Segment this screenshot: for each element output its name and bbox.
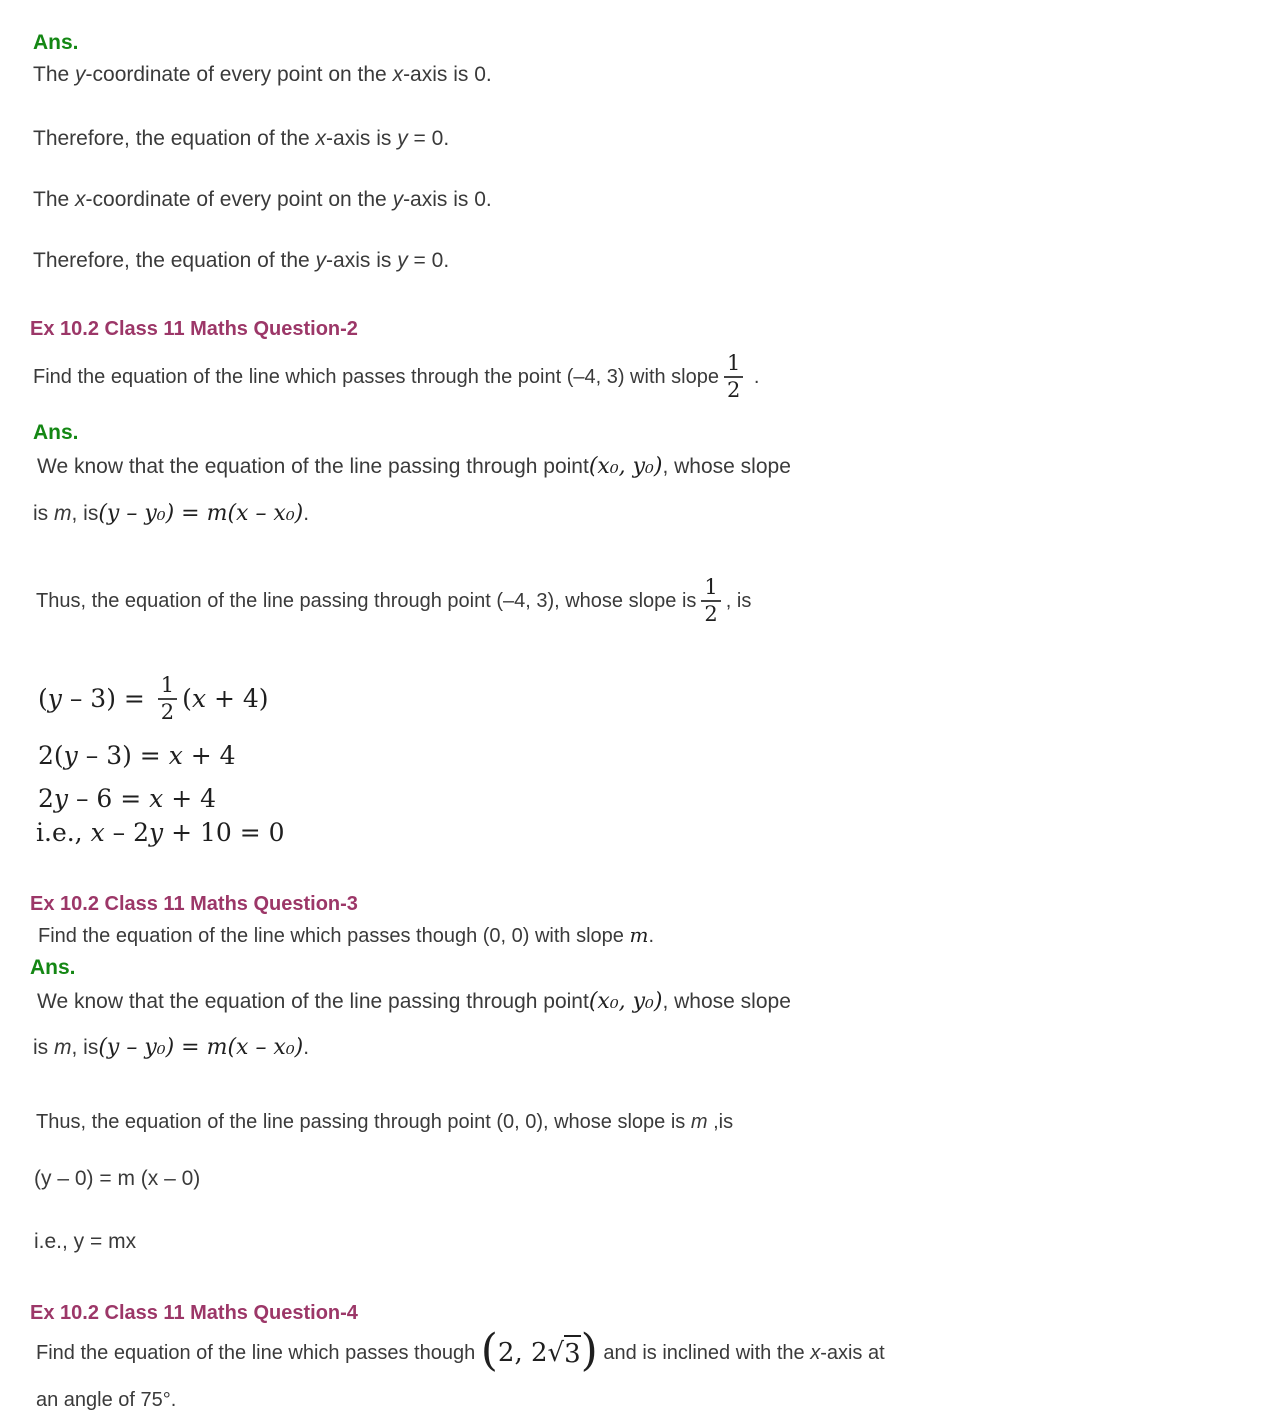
text: . [648, 925, 655, 947]
text: 2, 2 [497, 1337, 548, 1368]
fraction-one-half [724, 352, 743, 402]
text: 2( [38, 741, 64, 770]
text: ( [38, 684, 48, 714]
q2-thus-line [36, 570, 751, 632]
var-y: y [149, 818, 164, 847]
text: The [33, 188, 76, 211]
var-y: y [63, 741, 78, 770]
q4-question-line-2: an angle of 75°. [36, 1389, 177, 1411]
fraction-numerator: 1 [158, 674, 177, 700]
math-point-x0-y0: (x₀, y₀) [588, 454, 663, 479]
q3-heading: Ex 10.2 Class 11 Maths Question-3 [30, 893, 358, 915]
text: = 0. [407, 127, 450, 150]
var-x: x [168, 741, 183, 770]
q1-paragraph-1 [33, 62, 492, 88]
fraction-one-half [158, 674, 177, 724]
var-y: y [53, 784, 69, 813]
q2-question-line [33, 346, 760, 408]
text: + 4 [163, 784, 217, 813]
text: + 4) [206, 684, 269, 714]
answer-label-q3: Ans. [30, 956, 76, 979]
q2-equation-4 [36, 817, 285, 848]
text: Therefore, the equation of the [33, 127, 316, 150]
text: . [748, 365, 760, 388]
big-paren-close: ) [580, 1325, 598, 1376]
text: Find the equation of the line which passes though (0, 0) with slope [38, 925, 630, 947]
fraction-denominator: 2 [704, 602, 718, 626]
text: Find the equation of the line which passes though [36, 1341, 481, 1364]
text: + 4 [182, 741, 236, 770]
fraction-numerator: 1 [701, 576, 720, 602]
text: Therefore, the equation of the [33, 249, 316, 272]
text: We know that the equation of the line passing through point [37, 990, 589, 1013]
text: Find the equation of the line which passes through the point (–4, 3) with slope [33, 365, 719, 388]
text: 2 [38, 784, 54, 813]
q4-heading: Ex 10.2 Class 11 Maths Question-4 [30, 1302, 358, 1324]
sqrt-sign: √ [547, 1337, 565, 1368]
text: -axis is 0. [403, 188, 492, 211]
text: = 0. [407, 249, 450, 272]
var-m: m [54, 502, 72, 525]
q3-know-line-1 [37, 988, 791, 1016]
answer-label-q1: Ans. [33, 31, 79, 54]
text: The [33, 63, 76, 86]
text: -coordinate of every point on the [85, 63, 393, 86]
text: Thus, the equation of the line passing through point (0, 0), whose slope is [36, 1111, 691, 1133]
fraction-one-half [701, 576, 720, 626]
var-y: y [315, 249, 327, 272]
var-x: x [810, 1341, 821, 1364]
q3-thus-line [36, 1110, 733, 1135]
text: ( [182, 684, 192, 714]
math-point-x0-y0: (x₀, y₀) [588, 989, 663, 1014]
answer-label-q2: Ans. [33, 421, 79, 444]
q3-know-line-2 [33, 1034, 309, 1062]
var-y: y [392, 188, 404, 211]
text: – 3) = [77, 741, 169, 770]
text: – 2 [104, 818, 149, 847]
text: , is [71, 502, 99, 525]
var-m: m [54, 1036, 72, 1059]
text: . [303, 502, 310, 525]
q2-heading: Ex 10.2 Class 11 Maths Question-2 [30, 318, 358, 340]
var-x: x [149, 784, 164, 813]
text: , whose slope [662, 990, 791, 1013]
text: and is inclined with the [597, 1341, 811, 1364]
text: ,is [707, 1111, 734, 1133]
q3-equation-b: i.e., y = mx [34, 1230, 137, 1253]
big-paren-open: ( [480, 1325, 498, 1376]
q2-know-line-1 [37, 453, 791, 481]
q2-equation-3 [38, 783, 216, 814]
var-y: y [75, 63, 86, 86]
text: , is [725, 589, 752, 612]
fraction-numerator: 1 [724, 352, 743, 378]
var-m: m [690, 1111, 708, 1133]
text: . [303, 1036, 310, 1059]
q3-equation-a: (y – 0) = m (x – 0) [34, 1167, 201, 1190]
var-y: y [397, 249, 408, 272]
var-x: x [90, 818, 105, 847]
var-y: y [397, 127, 408, 150]
text: i.e., [36, 818, 91, 847]
var-y: y [47, 684, 62, 714]
fraction-denominator: 2 [160, 700, 175, 724]
text: -coordinate of every point on the [85, 188, 393, 211]
q2-equation-2 [38, 740, 236, 771]
q3-question-line [38, 923, 654, 949]
text: – 6 = [68, 784, 150, 813]
var-x: x [392, 63, 404, 86]
math-point-slope-form: (y – y₀) = m(x – x₀) [98, 501, 304, 526]
var-x: x [191, 684, 207, 714]
text: , is [71, 1036, 99, 1059]
text: + 10 = 0 [163, 818, 285, 847]
text: is [33, 1036, 54, 1059]
text: Thus, the equation of the line passing through point (–4, 3), whose slope is [36, 589, 697, 612]
q2-equation-1 [38, 666, 269, 732]
q2-know-line-2 [33, 500, 309, 528]
text: -axis is 0. [403, 63, 492, 86]
q1-paragraph-2 [33, 126, 449, 152]
text: -axis at [820, 1341, 885, 1364]
text: – 3) = [61, 684, 153, 714]
q4-question-line-1 [36, 1326, 885, 1380]
var-m: m [629, 923, 649, 947]
q1-paragraph-4 [33, 248, 449, 274]
sqrt-radicand: 3 [564, 1335, 581, 1371]
math-point-slope-form: (y – y₀) = m(x – x₀) [98, 1035, 304, 1060]
text: We know that the equation of the line passing through point [37, 455, 589, 478]
math-point-2-2root3 [480, 1325, 598, 1376]
text: is [33, 502, 54, 525]
text: -axis is [326, 249, 398, 272]
var-x: x [75, 188, 86, 211]
var-x: x [315, 127, 327, 150]
q1-paragraph-3 [33, 187, 492, 213]
text: , whose slope [662, 455, 791, 478]
fraction-denominator: 2 [727, 378, 741, 402]
text: -axis is [326, 127, 398, 150]
